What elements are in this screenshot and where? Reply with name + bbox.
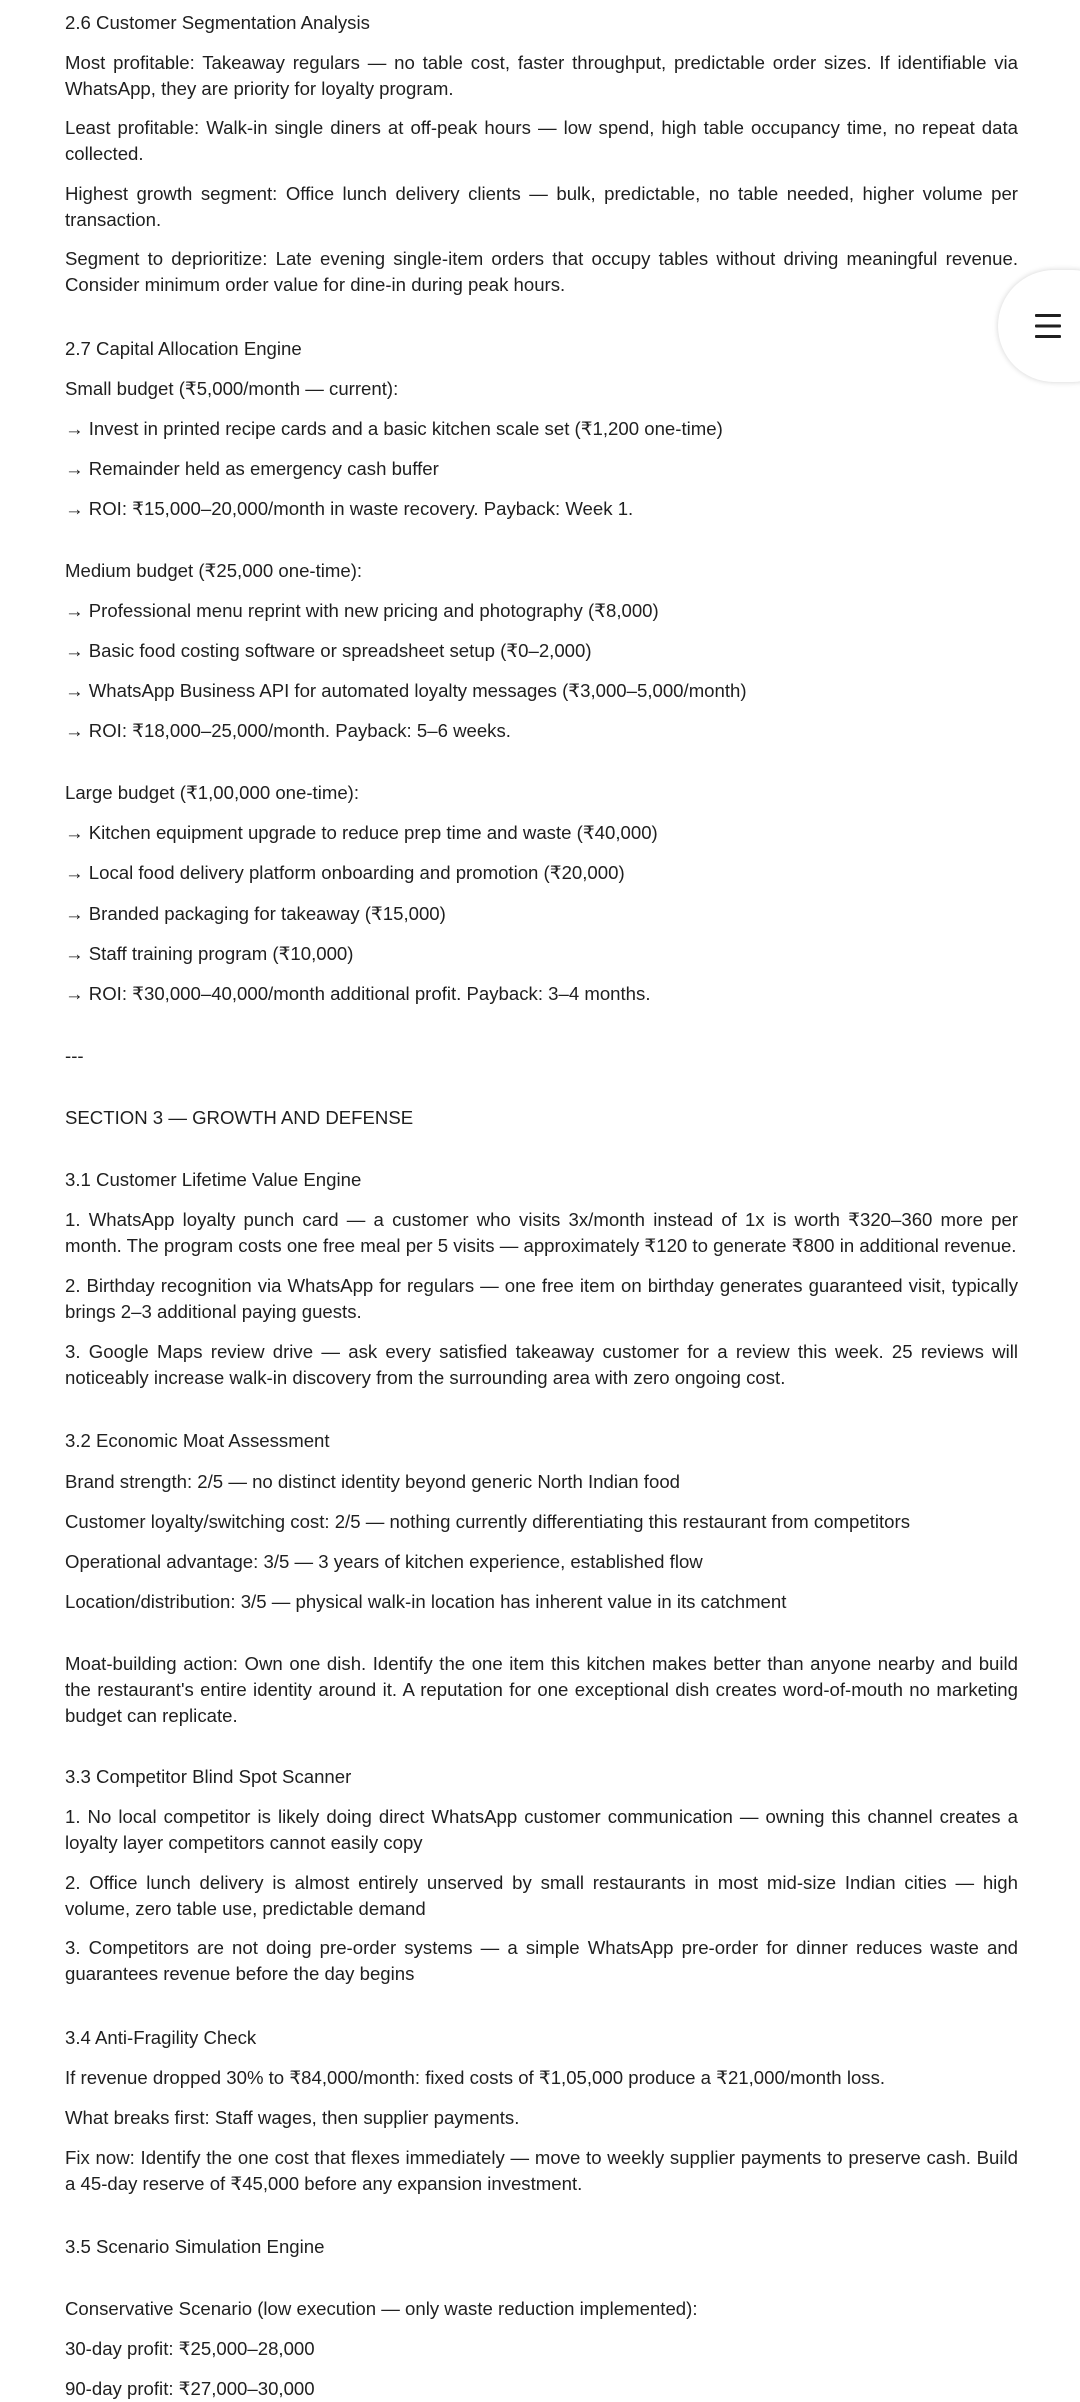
section-heading: SECTION 3 — GROWTH AND DEFENSE xyxy=(65,1107,414,1128)
section-heading: 3.2 Economic Moat Assessment xyxy=(65,1430,330,1451)
paragraph: Fix now: Identify the one cost that flexes immediately — move to weekly supplier payments to preserve cash. Build a 45-day reserve of ₹45,000 before any expansion investment. xyxy=(65,2147,1018,2194)
paragraph: Conservative Scenario (low execution — only waste reduction implemented): xyxy=(65,2298,698,2319)
section-heading: 3.4 Anti-Fragility Check xyxy=(65,2027,257,2048)
list-item: → ROI: ₹18,000–25,000/month. Payback: 5–6 weeks. xyxy=(65,720,511,741)
paragraph: Customer loyalty/switching cost: 2/5 — nothing currently differentiating this restaurant from competitors xyxy=(65,1511,911,1532)
paragraph: Brand strength: 2/5 — no distinct identity beyond generic North Indian food xyxy=(65,1471,681,1492)
hamburger-menu-icon xyxy=(1033,311,1063,341)
paragraph: 3. Competitors are not doing pre-order systems — a simple WhatsApp pre-order for dinner reduces waste and guarantees revenue before the day begins xyxy=(65,1937,1018,1984)
list-item: → Invest in printed recipe cards and a basic kitchen scale set (₹1,200 one-time) xyxy=(65,418,723,439)
list-item: → Local food delivery platform onboarding and promotion (₹20,000) xyxy=(65,862,625,883)
paragraph: 2. Office lunch delivery is almost entirely unserved by small restaurants in most mid-size Indian cities — high volume, zero table use, predictable demand xyxy=(65,1872,1018,1919)
paragraph: Most profitable: Takeaway regulars — no table cost, faster throughput, predictable order sizes. If identifiable via WhatsApp, they are priority for loyalty program. xyxy=(65,52,1018,99)
paragraph: 2. Birthday recognition via WhatsApp for regulars — one free item on birthday generates guaranteed visit, typically brings 2–3 additional paying guests. xyxy=(65,1275,1018,1322)
paragraph: 1. No local competitor is likely doing direct WhatsApp customer communication — owning this channel creates a loyalty layer competitors cannot easily copy xyxy=(65,1806,1018,1853)
list-item: → WhatsApp Business API for automated loyalty messages (₹3,000–5,000/month) xyxy=(65,680,747,701)
list-item: → ROI: ₹30,000–40,000/month additional profit. Payback: 3–4 months. xyxy=(65,983,651,1004)
list-item: → Branded packaging for takeaway (₹15,000) xyxy=(65,903,446,924)
list-item: → Remainder held as emergency cash buffer xyxy=(65,458,439,479)
paragraph: Small budget (₹5,000/month — current): xyxy=(65,378,399,399)
paragraph: 1. WhatsApp loyalty punch card — a customer who visits 3x/month instead of 1x is worth ₹320–360 more per month. The program costs one free meal per 5 visits — approximately ₹120 to generate ₹800 in additional revenue. xyxy=(65,1209,1018,1256)
list-item: → ROI: ₹15,000–20,000/month in waste recovery. Payback: Week 1. xyxy=(65,498,634,519)
list-item: → Kitchen equipment upgrade to reduce prep time and waste (₹40,000) xyxy=(65,822,658,843)
paragraph: Operational advantage: 3/5 — 3 years of kitchen experience, established flow xyxy=(65,1551,703,1572)
paragraph: 3. Google Maps review drive — ask every satisfied takeaway customer for a review this week. 25 reviews will noticeably increase walk-in discovery from the surrounding area with zero ongoing cost. xyxy=(65,1341,1018,1388)
section-heading: 3.5 Scenario Simulation Engine xyxy=(65,2236,325,2257)
paragraph: Moat-building action: Own one dish. Identify the one item this kitchen makes better than anyone nearby and build the restaurant's entire identity around it. A reputation for one exceptional dish creates word-of-mouth no marketing budget can replicate. xyxy=(65,1653,1018,1726)
list-item: → Basic food costing software or spreadsheet setup (₹0–2,000) xyxy=(65,640,592,661)
list-item: → Professional menu reprint with new pricing and photography (₹8,000) xyxy=(65,600,659,621)
paragraph: 90-day profit: ₹27,000–30,000 xyxy=(65,2378,315,2399)
divider-text: --- xyxy=(65,1045,84,1066)
paragraph: Least profitable: Walk-in single diners at off-peak hours — low spend, high table occupancy time, no repeat data collected. xyxy=(65,117,1018,164)
paragraph: 30-day profit: ₹25,000–28,000 xyxy=(65,2338,315,2359)
paragraph: What breaks first: Staff wages, then supplier payments. xyxy=(65,2107,520,2128)
paragraph: Highest growth segment: Office lunch delivery clients — bulk, predictable, no table needed, higher volume per transaction. xyxy=(65,183,1018,230)
paragraph: Segment to deprioritize: Late evening single-item orders that occupy tables without driving meaningful revenue. Consider minimum order value for dine-in during peak hours. xyxy=(65,248,1018,295)
section-heading: 2.7 Capital Allocation Engine xyxy=(65,338,302,359)
paragraph: Large budget (₹1,00,000 one-time): xyxy=(65,782,360,803)
paragraph: Medium budget (₹25,000 one-time): xyxy=(65,560,363,581)
paragraph: Location/distribution: 3/5 — physical walk-in location has inherent value in its catchment xyxy=(65,1591,787,1612)
section-heading: 3.3 Competitor Blind Spot Scanner xyxy=(65,1766,352,1787)
paragraph: If revenue dropped 30% to ₹84,000/month: fixed costs of ₹1,05,000 produce a ₹21,000/month loss. xyxy=(65,2067,886,2088)
section-heading: 2.6 Customer Segmentation Analysis xyxy=(65,12,370,33)
section-heading: 3.1 Customer Lifetime Value Engine xyxy=(65,1169,362,1190)
list-item: → Staff training program (₹10,000) xyxy=(65,943,354,964)
